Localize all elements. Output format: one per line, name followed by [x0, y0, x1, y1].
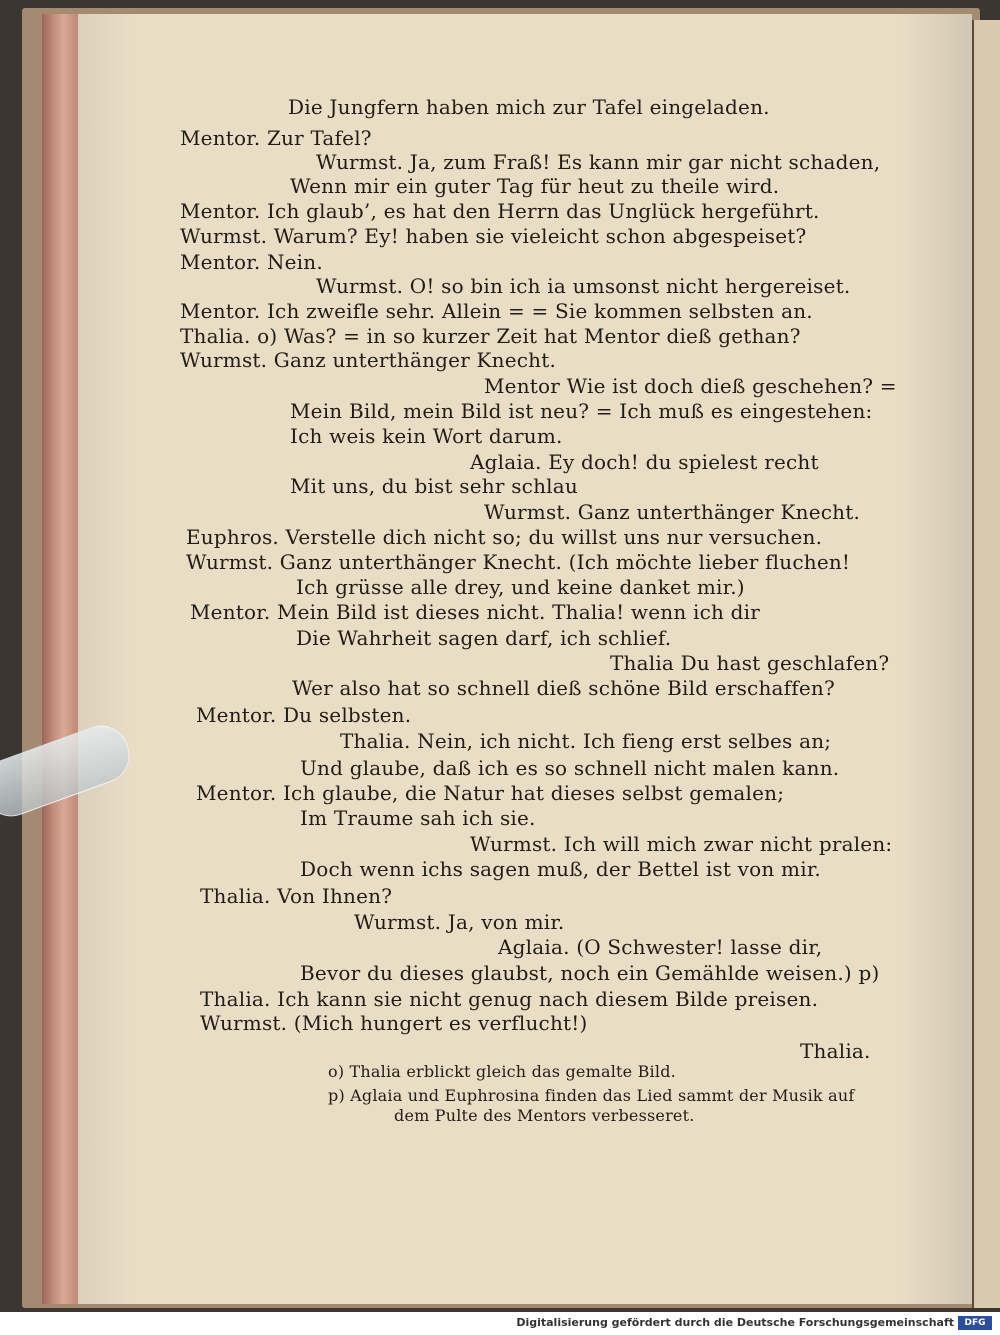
text-line: Mentor. Ich zweifle sehr. Allein = = Sie kommen selbsten an.	[180, 299, 813, 323]
footnote: p) Aglaia und Euphrosina finden das Lied sammt der Musik auf	[328, 1086, 855, 1105]
text-line: Wurmst. O! so bin ich ia umsonst nicht hergereiset.	[316, 274, 851, 298]
text-line: Im Traume sah ich sie.	[300, 806, 536, 830]
text-line: Ich weis kein Wort darum.	[290, 424, 563, 448]
text-line: Wurmst. Ganz unterthänger Knecht. (Ich möchte lieber fluchen!	[186, 550, 851, 574]
text-line: Doch wenn ichs sagen muß, der Bettel ist von mir.	[300, 857, 821, 881]
text-line: Wurmst. (Mich hungert es verflucht!)	[200, 1011, 588, 1035]
dfg-logo-icon: DFG	[958, 1316, 992, 1330]
catchword: Thalia.	[800, 1039, 871, 1063]
text-line: Und glaube, daß ich es so schnell nicht malen kann.	[300, 756, 840, 780]
text-line: Die Wahrheit sagen darf, ich schlief.	[296, 626, 672, 650]
text-line: Mein Bild, mein Bild ist neu? = Ich muß es eingestehen:	[290, 399, 873, 423]
facing-page-edge	[972, 20, 1000, 1308]
text-line: Mentor. Du selbsten.	[196, 703, 412, 727]
funding-notice: Digitalisierung gefördert durch die Deutsche Forschungsgemeinschaft	[516, 1316, 954, 1329]
text-line: Mentor. Mein Bild ist dieses nicht. Thalia! wenn ich dir	[190, 600, 760, 624]
text-line: Bevor du dieses glaubst, noch ein Gemählde weisen.) p)	[300, 961, 880, 985]
footnote: dem Pulte des Mentors verbesseret.	[394, 1106, 695, 1125]
text-line: Mit uns, du bist sehr schlau	[290, 474, 578, 498]
text-line: Wer also hat so schnell dieß schöne Bild erschaffen?	[292, 676, 835, 700]
text-line: Thalia. Ich kann sie nicht genug nach diesem Bilde preisen.	[200, 987, 819, 1011]
text-line: Wenn mir ein guter Tag für heut zu theile wird.	[290, 174, 780, 198]
text-line: Mentor. Zur Tafel?	[180, 126, 372, 150]
text-line: Wurmst. Ganz unterthänger Knecht.	[484, 500, 861, 524]
text-line: Euphros. Verstelle dich nicht so; du willst uns nur versuchen.	[186, 525, 823, 549]
text-line: Mentor. Ich glaub’, es hat den Herrn das Unglück hergeführt.	[180, 199, 820, 223]
footer-bar	[0, 1312, 1000, 1335]
text-line: Wurmst. Ich will mich zwar nicht pralen:	[470, 832, 893, 856]
text-line: Die Jungfern haben mich zur Tafel eingeladen.	[288, 95, 770, 119]
text-line: Thalia. Von Ihnen?	[200, 884, 393, 908]
text-line: Ich grüsse alle drey, und keine danket mir.)	[296, 575, 745, 599]
text-line: Wurmst. Ja, von mir.	[354, 910, 565, 934]
footnote: o) Thalia erblickt gleich das gemalte Bild.	[328, 1062, 676, 1081]
text-line: Thalia. o) Was? = in so kurzer Zeit hat Mentor dieß gethan?	[180, 324, 801, 348]
page-edges	[42, 14, 82, 1304]
text-line: Mentor Wie ist doch dieß geschehen? =	[484, 374, 897, 398]
text-line: Mentor. Ich glaube, die Natur hat dieses selbst gemalen;	[196, 781, 785, 805]
text-line: Wurmst. Ganz unterthänger Knecht.	[180, 348, 557, 372]
text-line: Wurmst. Ja, zum Fraß! Es kann mir gar nicht schaden,	[316, 150, 881, 174]
text-line: Thalia. Nein, ich nicht. Ich fieng erst selbes an;	[340, 729, 832, 753]
text-line: Thalia Du hast geschlafen?	[610, 651, 890, 675]
text-line: Aglaia. Ey doch! du spielest recht	[470, 450, 819, 474]
text-line: Aglaia. (O Schwester! lasse dir,	[498, 935, 823, 959]
text-line: Wurmst. Warum? Ey! haben sie vieleicht schon abgespeiset?	[180, 224, 807, 248]
text-line: Mentor. Nein.	[180, 250, 323, 274]
